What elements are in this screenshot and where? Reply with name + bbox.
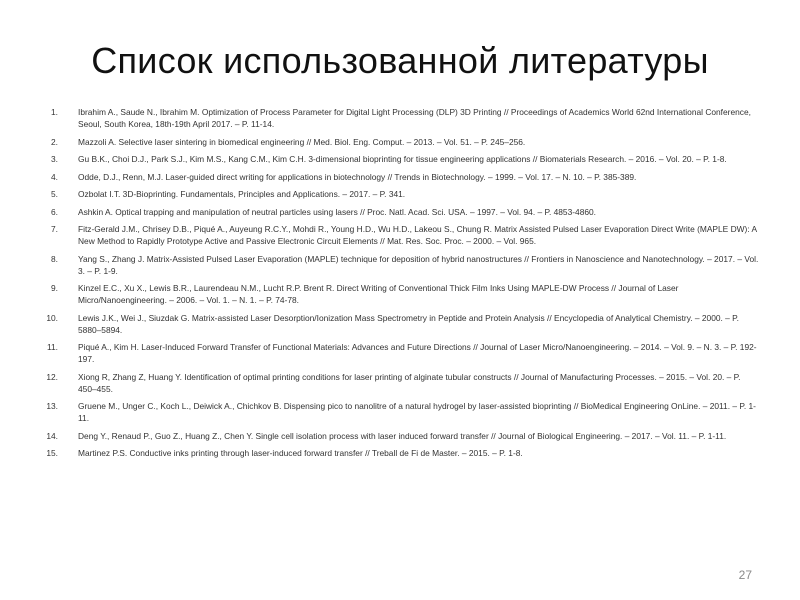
reference-text: Lewis J.K., Wei J., Siuzdak G. Matrix-assisted Laser Desorption/Ionization Mass Spectrometry in Peptide and Protein Analysis // Encyclopedia of Analytical Chemistry. – 2000. – P. 5880–5894. [78, 312, 739, 335]
list-item [30, 206, 760, 218]
reference-text: Gruene M., Unger C., Koch L., Deiwick A., Chichkov B. Dispensing pico to nanolitre of a natural hydrogel by laser-assisted bioprinting // BioMedical Engineering OnLine. – 2011. – P. 1-11. [78, 401, 756, 423]
list-item [30, 430, 760, 442]
list-item [30, 136, 760, 148]
reference-text: Martinez P.S. Conductive inks printing through laser-induced forward transfer // Treball de Fi de Master. – 2015. – P. 1-8. [78, 448, 523, 458]
reference-number: 4. [51, 171, 58, 182]
reference-text: Deng Y., Renaud P., Guo Z., Huang Z., Chen Y. Single cell isolation process with laser induced forward transfer // Journal of Biological Engineering. – 2017. – Vol. 11. – P. 1-11. [78, 430, 727, 441]
reference-text: Ashkin A. Optical trapping and manipulation of neutral particles using lasers // Proc. Natl. Acad. Sci. USA. – 1997. – Vol. 94. – P. 4853-4860. [78, 206, 596, 217]
list-item [30, 341, 760, 365]
reference-list [30, 106, 760, 465]
reference-number: 5. [51, 189, 58, 199]
list-item [30, 282, 760, 306]
list-item [30, 223, 760, 247]
page-title: Список использованной литературы [91, 40, 709, 81]
reference-text: Xiong R, Zhang Z, Huang Y. Identification of optimal printing conditions for laser printing of alginate tubular constructs // Journal of Manufacturing Processes. – 2015. – Vol. 20. – P. 450–455. [78, 371, 741, 394]
list-item [30, 106, 760, 130]
reference-number: 15. [46, 448, 58, 458]
reference-number: 14. [46, 430, 58, 441]
list-item [30, 371, 760, 395]
list-item [30, 153, 760, 165]
reference-text: Mazzoli A. Selective laser sintering in biomedical engineering // Med. Biol. Eng. Comput. – 2013. – Vol. 51. – P. 245–256. [78, 136, 526, 147]
reference-text: Ozbolat I.T. 3D-Bioprinting. Fundamentals, Principles and Applications. – 2017. – P. 341. [78, 189, 406, 199]
reference-text: Fitz-Gerald J.M., Chrisey D.B., Piqué A., Auyeung R.C.Y., Mohdi R., Young H.D., Wu H.D., Lakeou S., Chung R. Matrix Assisted Pulsed Laser Evaporation Direct Write (MAPLE DW): A New Method to Rapidly Prototype Active and Passive Electronic Circuit Elements // Mat. Res. Soc. Proc. – 2000. – Vol. 965. [78, 224, 757, 246]
reference-number: 11. [46, 342, 58, 352]
list-item [30, 400, 760, 424]
reference-text: Piqué A., Kim H. Laser-Induced Forward Transfer of Functional Materials: Advances and Future Directions // Journal of Laser Micro/Nanoengineering. – 2014. – Vol. 9. – N. 3. – P. 192-197. [78, 342, 757, 364]
list-item [30, 188, 760, 200]
reference-number: 12. [46, 371, 58, 382]
page-number: 27 [738, 568, 752, 582]
reference-number: 1. [51, 107, 58, 117]
reference-number: 10. [46, 312, 58, 323]
reference-number: 13. [46, 401, 58, 411]
reference-text: Ibrahim A., Saude N., Ibrahim M. Optimization of Process Parameter for Digital Light Processing (DLP) 3D Printing // Proceedings of Academics World 62nd International Conference, Seoul, South Korea, 18th-19th April 2017. – P. 11-14. [78, 107, 751, 129]
reference-text: Odde, D.J., Renn, M.J. Laser-guided direct writing for applications in biotechnology // Trends in Biotechnology. – 1999. – Vol. 17. – N. 10. – P. 385-389. [78, 171, 637, 182]
list-item [30, 312, 760, 336]
reference-number: 3. [51, 154, 58, 164]
reference-number: 2. [51, 136, 58, 147]
reference-text: Kinzel E.C., Xu X., Lewis B.R., Laurendeau N.M., Lucht R.P. Brent R. Direct Writing of Conventional Thick Film Inks Using MAPLE-DW Process // Journal of Laser Micro/Nanoengineering. – 2006. – Vol. 1. – N. 1. – P. 74-78. [78, 283, 679, 305]
reference-text: Gu B.K., Choi D.J., Park S.J., Kim M.S., Kang C.M., Kim C.H. 3-dimensional bioprinting for tissue engineering applications // Biomaterials Research. – 2016. – Vol. 20. – P. 1-8. [78, 154, 727, 164]
list-item [30, 171, 760, 183]
reference-number: 7. [51, 224, 58, 234]
list-item [30, 447, 760, 459]
reference-text: Yang S., Zhang J. Matrix-Assisted Pulsed Laser Evaporation (MAPLE) technique for deposition of hybrid nanostructures // Frontiers in Nanoscience and Nanotechnology. – 2017. – Vol. 3. – P. 1-9. [78, 253, 759, 276]
reference-number: 9. [51, 283, 58, 293]
reference-number: 6. [51, 206, 58, 217]
reference-number: 8. [51, 253, 58, 264]
list-item [30, 253, 760, 277]
